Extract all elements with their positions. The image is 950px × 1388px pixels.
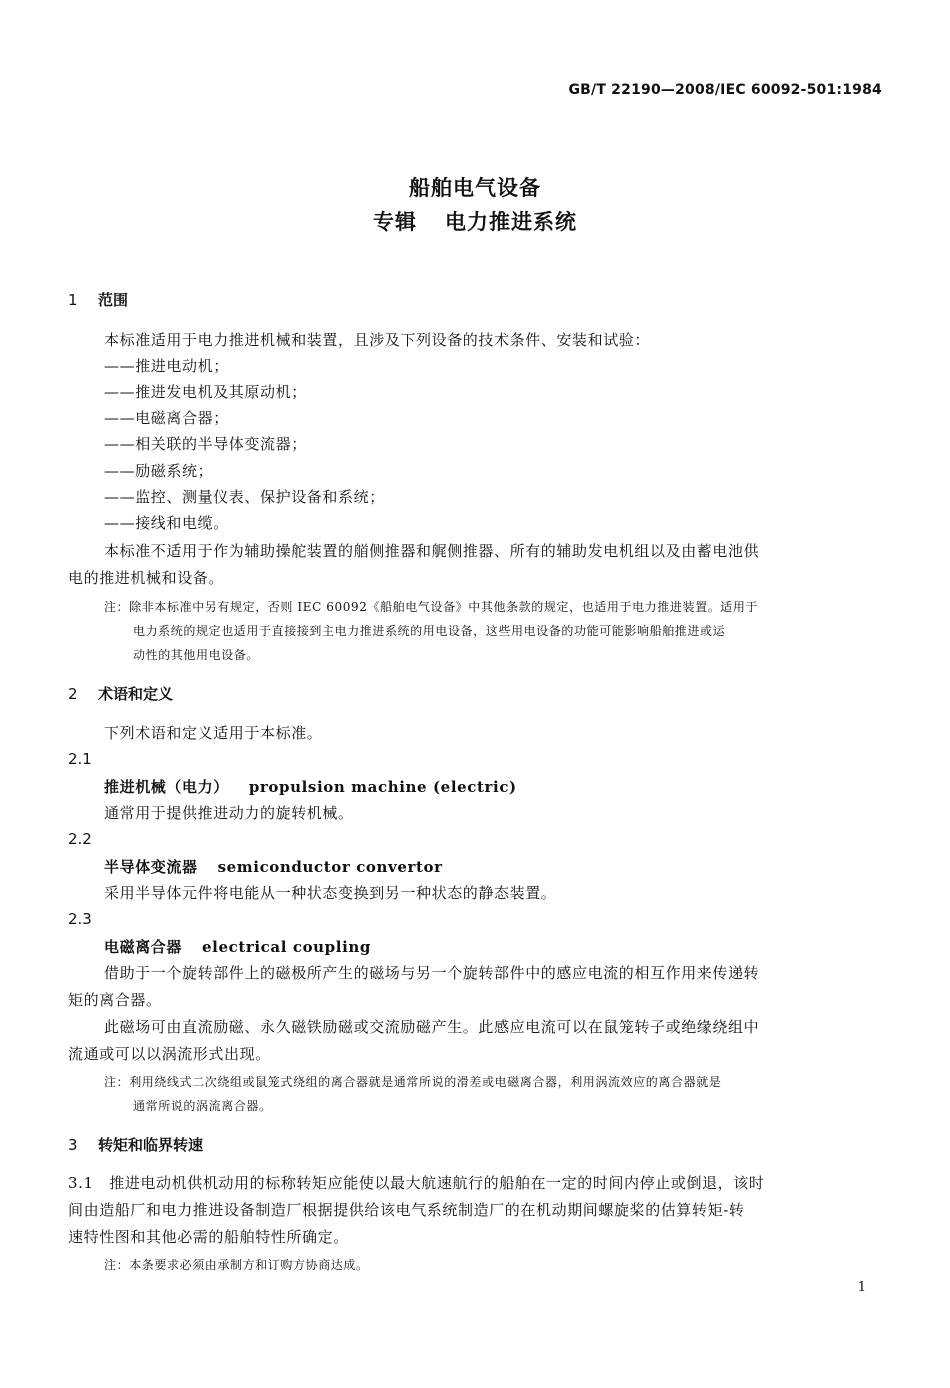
term-explanation-line1: 此磁场可由直流励磁、永久磁铁励磁或交流励磁产生。此感应电流可以在鼠笼转子或绝缘绕组中 [104,1018,760,1036]
section-number: 3 [68,1136,78,1154]
term-note-line2: 通常所说的涡流离合器。 [133,1099,272,1113]
term-english: electrical coupling [202,938,371,956]
scope-note-line1: 注：除非本标准中另有规定，否则 IEC 60092《船舶电气设备》中其他条款的规定，也适用于电力推进装置。适用于 [104,600,759,614]
term-heading [104,776,517,797]
clause-3-1-line2: 间由造船厂和电力推进设备制造厂根据提供给该电气系统制造厂的在机动期间螺旋桨的估算转矩-转 [68,1201,745,1219]
scope-intro: 本标准适用于电力推进机械和装置，且涉及下列设备的技术条件、安装和试验： [104,331,651,349]
scope-note-line3: 动性的其他用电设备。 [133,648,260,662]
clause-3-1-line3: 速特性图和其他必需的船舶特性所确定。 [68,1228,349,1246]
clause-3-1-note: 注：本条要求必须由承制方和订购方协商达成。 [104,1258,369,1272]
section-number: 1 [68,291,78,309]
term-number: 2.1 [68,750,92,768]
term-number: 2.3 [68,910,92,928]
scope-exclusion-line2: 电的推进机械和设备。 [68,569,225,587]
section-number: 2 [68,685,78,703]
term-number: 2.2 [68,830,92,848]
terms-intro: 下列术语和定义适用于本标准。 [104,724,323,742]
term-definition: 采用半导体元件将电能从一种状态变换到另一种状态的静态装置。 [104,884,557,902]
term-chinese: 电磁离合器 [104,938,183,956]
document-title-line2 [0,206,950,236]
term-chinese: 推进机械（电力） [104,778,229,796]
term-chinese: 半导体变流器 [104,858,198,876]
section-title: 范围 [98,291,129,309]
title-part-b: 电力推进系统 [445,210,577,234]
list-item: ——励磁系统； [104,462,214,480]
section-3-heading [68,1134,203,1155]
section-2-heading [68,683,173,704]
term-english: semiconductor convertor [217,858,443,876]
list-item: ——推进电动机； [104,357,229,375]
term-english: propulsion machine (electric) [248,778,517,796]
list-item: ——接线和电缆。 [104,514,229,532]
term-definition-line1: 借助于一个旋转部件上的磁极所产生的磁场与另一个旋转部件中的感应电流的相互作用来传递转 [104,964,760,982]
list-item: ——监控、测量仪表、保护设备和系统； [104,488,385,506]
section-title: 转矩和临界转速 [98,1136,204,1154]
term-note-line1: 注：利用绕线式二次绕组或鼠笼式绕组的离合器就是通常所说的滑差或电磁离合器，利用涡流效应的离合器就是 [104,1075,722,1089]
standard-code: GB/T 22190—2008/IEC 60092-501:1984 [568,82,882,98]
title-part-a: 专辑 [373,210,417,234]
list-item: ——推进发电机及其原动机； [104,383,307,401]
term-explanation-line2: 流通或可以以涡流形式出现。 [68,1045,271,1063]
document-title-line1: 船舶电气设备 [409,176,541,200]
section-title: 术语和定义 [98,685,174,703]
term-heading [104,856,443,877]
term-definition-line2: 矩的离合器。 [68,991,162,1009]
list-item: ——电磁离合器； [104,409,229,427]
term-heading [104,936,371,957]
list-item: ——相关联的半导体变流器； [104,435,307,453]
page-number: 1 [857,1280,866,1295]
clause-3-1-line1: 3.1 推进电动机供机动用的标称转矩应能使以最大航速航行的船舶在一定的时间内停止或倒退，该时 [68,1174,765,1192]
section-1-heading [68,289,128,310]
term-definition: 通常用于提供推进动力的旋转机械。 [104,804,354,822]
scope-note-line2: 电力系统的规定也适用于直接接到主电力推进系统的用电设备，这些用电设备的功能可能影响船舶推进或运 [133,624,726,638]
scope-exclusion-line1: 本标准不适用于作为辅助操舵装置的艏侧推器和艉侧推器、所有的辅助发电机组以及由蓄电池供 [104,542,760,560]
